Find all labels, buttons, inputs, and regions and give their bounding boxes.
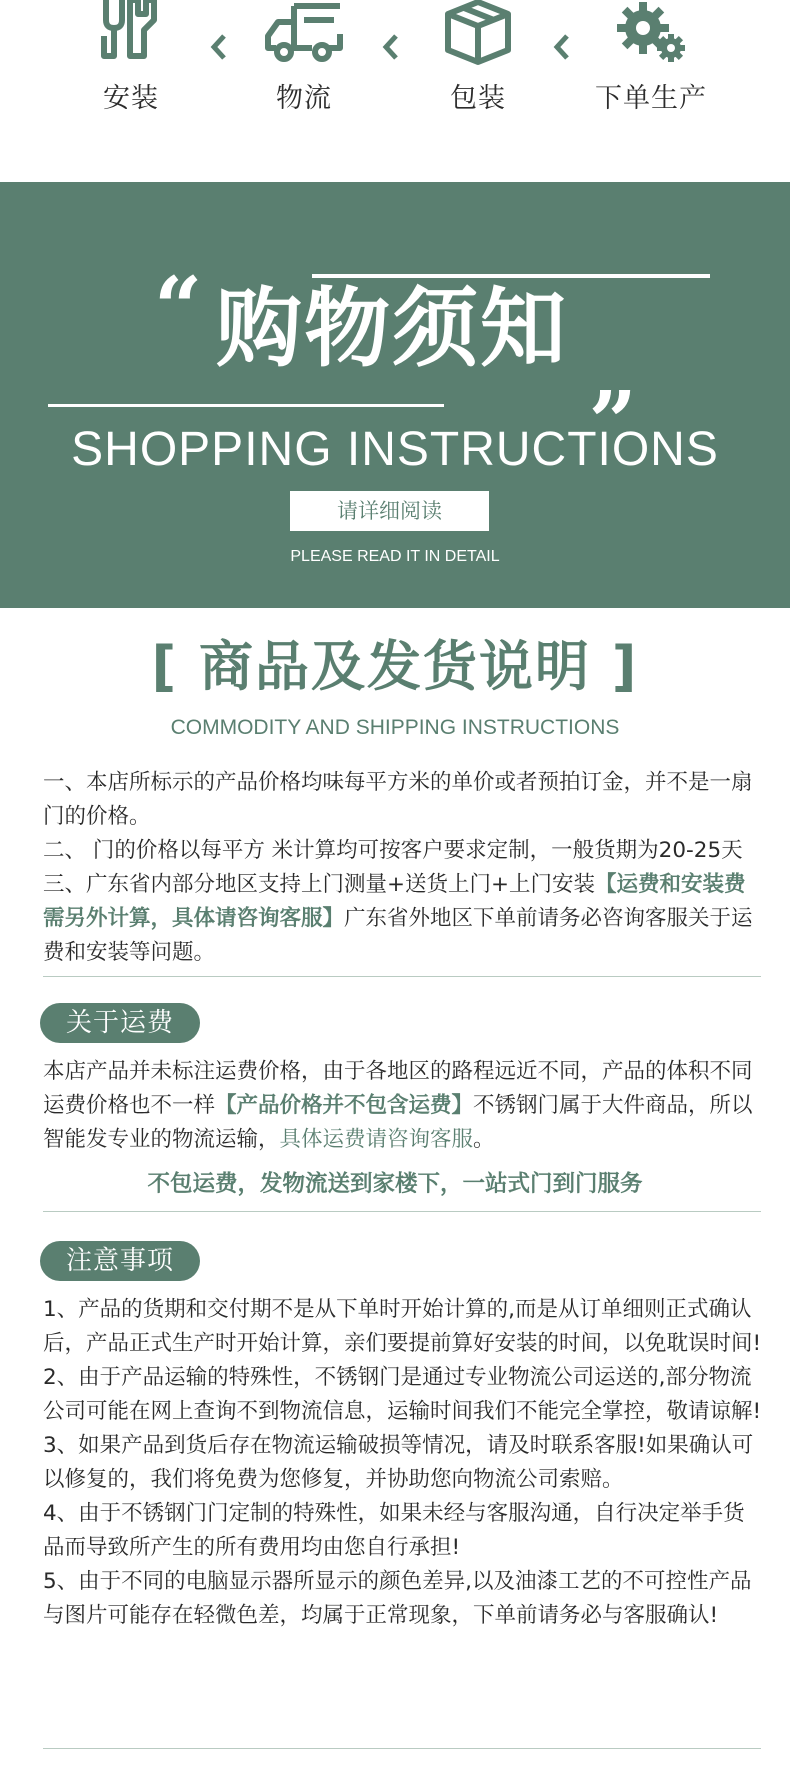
notice-list xyxy=(43,1293,765,1633)
banner-title: 购物须知 xyxy=(216,279,568,379)
decor-line xyxy=(312,274,710,278)
banner-subtitle: SHOPPING INSTRUCTIONS xyxy=(71,423,719,476)
step-logistics xyxy=(219,0,389,115)
paragraph: 二、 门的价格以每平方 米计算均可按客户要求定制，一般货期为20-25天 xyxy=(43,838,743,863)
step-label: 下单生产 xyxy=(595,83,707,114)
divider xyxy=(43,1748,761,1749)
commodity-text xyxy=(43,766,765,970)
truck-icon xyxy=(219,0,389,70)
step-install xyxy=(46,0,216,115)
step-label: 安装 xyxy=(103,83,159,114)
shipping-fee-pill: 关于运费 xyxy=(40,1003,200,1043)
gears-icon xyxy=(566,0,736,70)
step-label: 包装 xyxy=(450,83,506,114)
quote-close: „ xyxy=(590,324,639,423)
list-item: 4、由于不锈钢门门定制的特殊性，如果未经与客服沟通，自行决定举手货品而导致所产生的所有费用均由您自行承担! xyxy=(43,1501,745,1560)
step-label: 物流 xyxy=(276,83,332,114)
read-detail-badge: 请详细阅读 xyxy=(290,491,489,531)
decor-line xyxy=(48,404,444,407)
section-title: [ 商品及发货说明 ] xyxy=(151,635,639,698)
step-package xyxy=(393,0,563,115)
text: 广东省外地区下单前请务必咨询客服关于运费和安装等问题。 xyxy=(43,906,753,965)
list-item: 3、如果产品到货后存在物流运输破损等情况，请及时联系客服!如果确认可以修复的，我们将免费为您修复，并协助您向物流公司索赔。 xyxy=(43,1433,754,1492)
notice-pill: 注意事项 xyxy=(40,1241,200,1281)
paragraph xyxy=(43,868,765,970)
shopping-instructions-banner xyxy=(0,182,790,608)
section-subtitle: COMMODITY AND SHIPPING INSTRUCTIONS xyxy=(170,716,620,739)
text: 三、广东省内部分地区支持上门测量+送货上门+上门安装 xyxy=(43,872,596,897)
shipping-text xyxy=(43,1055,765,1157)
paragraph: 一、本店所标示的产品价格均味每平方米的单价或者预拍订金，并不是一扇门的价格。 xyxy=(43,770,753,829)
highlight-text: 【产品价格并不包含运费】 xyxy=(215,1093,474,1118)
process-strip xyxy=(0,0,790,180)
quote-open: “ xyxy=(154,258,203,357)
paragraph xyxy=(43,1055,765,1157)
shipping-note: 不包运费，发物流送到家楼下，一站式门到门服务 xyxy=(147,1171,643,1197)
text: 不锈钢门属于大件商品，所以智能发专业的物流运输， xyxy=(43,1093,753,1152)
divider xyxy=(43,1211,761,1212)
highlight-text: 具体运费请咨询客服 xyxy=(279,1127,474,1152)
box-icon xyxy=(393,0,563,70)
text: 。 xyxy=(473,1127,495,1152)
list-item: 5、由于不同的电脑显示器所显示的颜色差异,以及油漆工艺的不可控性产品与图片可能存在轻微色差，均属于正常现象，下单前请务必与客服确认! xyxy=(43,1569,752,1628)
tools-icon xyxy=(46,0,216,70)
divider xyxy=(43,976,761,977)
banner-small-caption: PLEASE READ IT IN DETAIL xyxy=(290,548,500,565)
step-production xyxy=(566,0,736,115)
list-item: 1、产品的货期和交付期不是从下单时开始计算的,而是从订单细则正式确认后，产品正式生产时开始计算，亲们要提前算好安装的时间，以免耽误时间! xyxy=(43,1297,762,1356)
highlight-text: 【运费和安装费需另外计算，具体请咨询客服】 xyxy=(43,872,746,931)
list-item: 2、由于产品运输的特殊性，不锈钢门是通过专业物流公司运送的,部分物流公司可能在网上查询不到物流信息，运输时间我们不能完全掌控，敬请谅解! xyxy=(43,1365,762,1424)
text: 本店产品并未标注运费价格，由于各地区的路程远近不同，产品的体积不同运费价格也不一样 xyxy=(43,1059,753,1118)
